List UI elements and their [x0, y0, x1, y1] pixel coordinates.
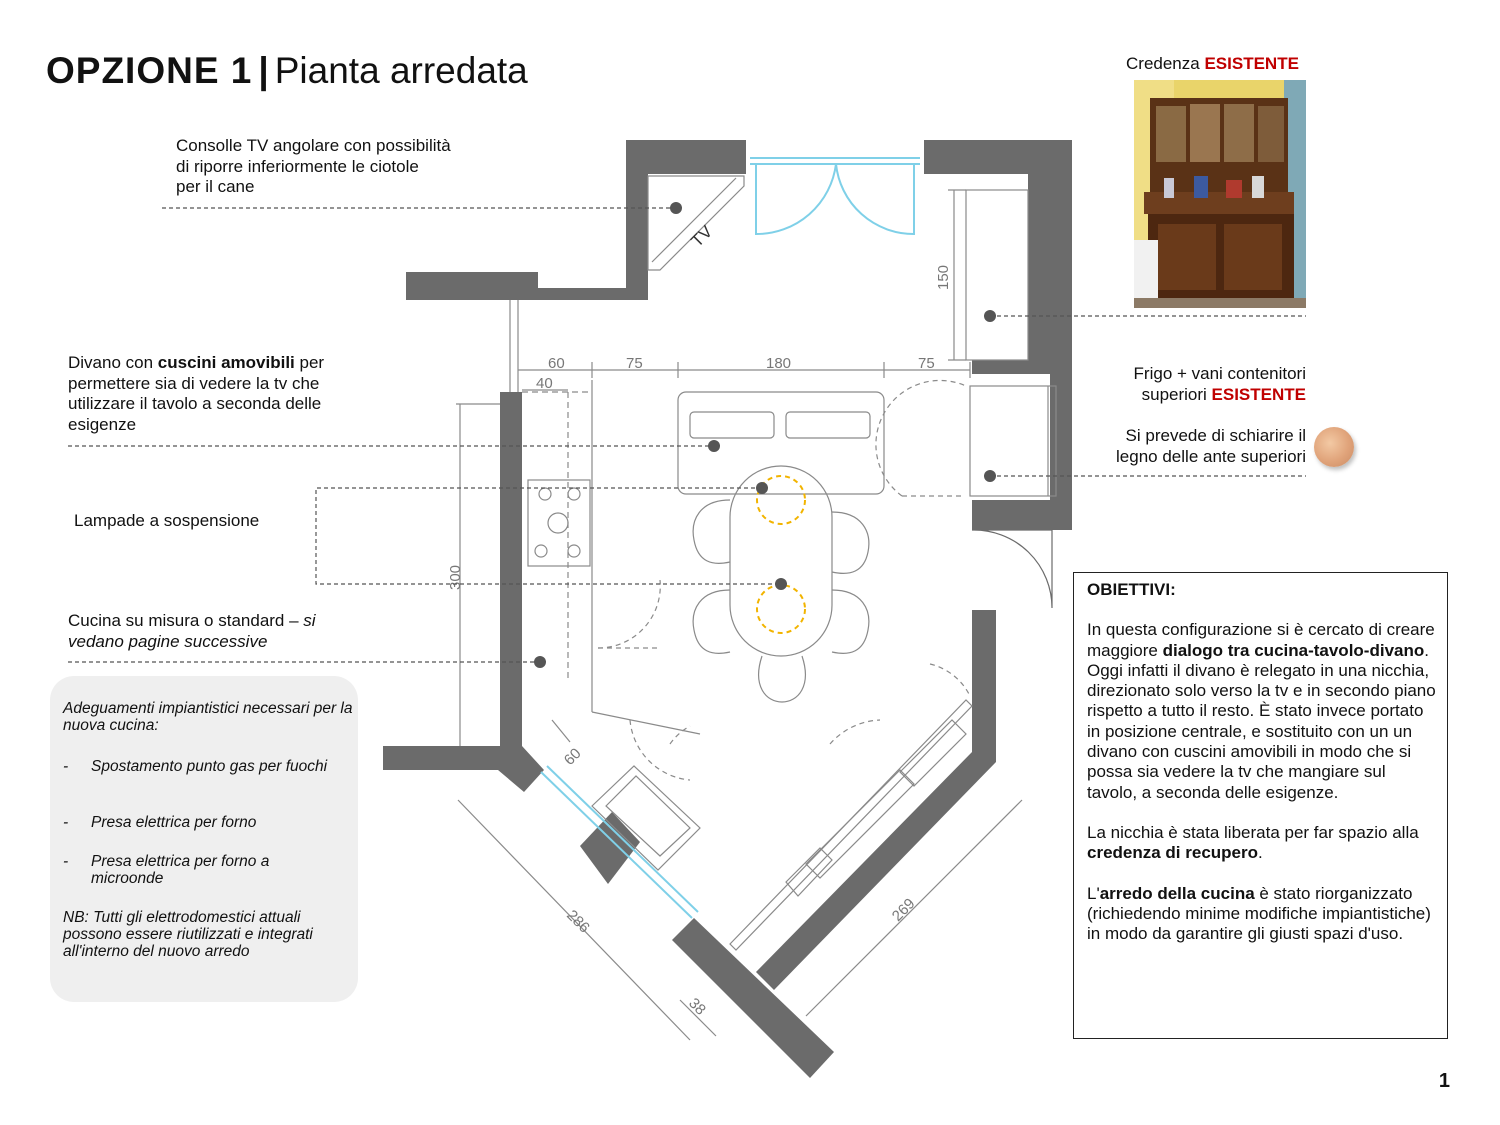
callout-dot-kitchen [534, 656, 546, 668]
obj-p3-text-1: L' [1087, 883, 1100, 903]
obj-p3-text-2: è stato riorganizzato (richiedendo minime modifiche impiantistiche) in modo da garantire gli giusti spazi d'uso. [1087, 883, 1431, 944]
kitchen-run-right [730, 700, 972, 950]
door-left-swing [756, 164, 836, 234]
annotation-lighten-wood [1050, 426, 1306, 467]
obj-p2-text-2: . [1258, 843, 1263, 863]
dim-40: 40 [536, 375, 553, 392]
callout-dot-tv [670, 202, 682, 214]
obj-p2-text-1: La nicchia è stata liberata per far spazio alla [1087, 822, 1419, 842]
obj-p1-text-1: In questa configurazione si è cercato di creare maggiore [1087, 620, 1435, 660]
door-entry [972, 530, 1052, 608]
photo-caption-prefix: Credenza [1126, 54, 1200, 73]
annotation-tv-console [176, 136, 516, 198]
wall-top-right [924, 140, 1072, 530]
pendant-lamp-2 [757, 585, 805, 633]
wall-bottom-left [383, 746, 544, 792]
title-subtitle: Pianta arredata [274, 50, 528, 91]
callout-dot-sofa [708, 440, 720, 452]
fridge-cabinet [970, 386, 1056, 496]
dim-60-diagonal: 60 [560, 745, 585, 769]
callout-dot-fridge [984, 470, 996, 482]
dim-269: 269 [888, 895, 919, 925]
wall-left-vertical [500, 392, 522, 746]
chair-right-bottom [832, 590, 869, 653]
annotation-kitchen-italic: si vedano pagine successive [68, 611, 316, 651]
door-right-swing [836, 164, 914, 234]
objectives-heading: OBIETTIVI: [1087, 580, 1176, 599]
objectives-paragraph-3 [1087, 884, 1437, 945]
annotation-kitchen-regular: Cucina su misura o standard – [68, 611, 304, 630]
photo-caption-highlight: ESISTENTE [1204, 54, 1299, 73]
annotation-fridge [1050, 364, 1306, 405]
annotation-tv-line-2: di riporre inferiormente le ciotole [176, 156, 419, 176]
annotation-sofa-pre: Divano con [68, 353, 158, 372]
requirements-intro: Adeguamenti impiantistici necessari per la nuova cucina: [63, 700, 353, 734]
chair-left-bottom [693, 590, 730, 653]
dim-150: 150 [935, 264, 952, 290]
requirements-note: NB: Tutti gli elettrodomestici attuali possono essere riutilizzati e integrati all'interno del nuovo arredo [63, 909, 313, 960]
dim-60: 60 [548, 355, 565, 372]
annotation-fridge-line-1: Frigo + vani contenitori [1133, 364, 1306, 383]
dim-286: 286 [563, 906, 593, 937]
dim-300: 300 [447, 564, 464, 590]
page-number: 1 [1438, 1070, 1450, 1092]
cooktop [528, 480, 590, 566]
requirements-box [50, 676, 358, 1002]
annotation-lamps: Lampade a sospensione [74, 511, 260, 530]
annotation-lighten-line-2: legno delle ante superiori [1116, 446, 1306, 466]
requirements-item-text: Spostamento punto gas per fuochi [91, 758, 328, 775]
obj-p3-bold: arredo della cucina [1099, 883, 1255, 903]
dim-75-right: 75 [918, 355, 935, 372]
objectives-box [1073, 572, 1448, 1039]
dim-75-left: 75 [626, 355, 643, 372]
title-separator: | [258, 50, 269, 91]
dim-38: 38 [685, 994, 709, 1019]
callout-dot-sideboard [984, 310, 996, 322]
bullet-dash: - [63, 814, 69, 831]
obj-p1-text-2: . Oggi infatti il divano è relegato in una nicchia, direzionato solo verso la tv e in secondo piano rispetto a tutto il resto. È stato invece portato in posizione centrale, e sostituito con un un divano con cuscini amovibili in modo che si possa sia vedere la tv che mangiare sul tavolo, a seconda delle esigenze. [1087, 640, 1436, 802]
annotation-sofa-post: per permettere sia di vedere la tv che utilizzare il tavolo a seconda delle esigenze [68, 353, 325, 434]
wall-left-stub [406, 272, 538, 300]
obj-p2-bold: credenza di recupero [1087, 843, 1259, 863]
annotation-sofa [68, 353, 386, 435]
callout-dot-lamp-1 [756, 482, 768, 494]
bullet-dash: - [63, 758, 69, 775]
plan-lines [456, 176, 1056, 1040]
annotation-sofa-bold: cuscini amovibili [157, 353, 295, 372]
requirements-item-text: Presa elettrica per forno [91, 814, 257, 831]
wall-left-short [538, 288, 626, 300]
bullet-dash: - [63, 853, 69, 870]
annotation-fridge-highlight: ESISTENTE [1211, 384, 1306, 404]
sofa-cushion-left [690, 412, 774, 438]
walls [383, 140, 1072, 1078]
wall-top-left [626, 140, 746, 300]
chair-bottom [759, 656, 806, 702]
annotation-tv-line-3: per il cane [176, 177, 255, 196]
dim-180: 180 [766, 355, 792, 372]
annotation-kitchen [68, 611, 368, 652]
objectives-paragraph-1 [1087, 620, 1437, 803]
annotation-tv-line-1: Consolle TV angolare con possibilità [176, 136, 451, 155]
requirements-item-text: Presa elettrica per forno a microonde [91, 853, 270, 887]
callout-dot-lamp-2 [775, 578, 787, 590]
obj-p1-bold: dialogo tra cucina-tavolo-divano [1162, 640, 1425, 660]
annotation-fridge-line-2: superiori [1141, 384, 1212, 404]
tv-console [648, 176, 744, 270]
chair-right-top [832, 512, 869, 573]
wall-right-lower [756, 610, 996, 990]
sofa-cushion-right [786, 412, 870, 438]
sideboard [966, 190, 1028, 360]
pendant-lamps [757, 476, 805, 633]
tv-label: TV [687, 222, 717, 251]
objectives-paragraph-2 [1087, 823, 1437, 864]
title-option: OPZIONE 1 [46, 50, 253, 91]
chair-left-top [693, 500, 730, 563]
annotation-lighten-line-1: Si prevede di schiarire il [1125, 426, 1306, 445]
